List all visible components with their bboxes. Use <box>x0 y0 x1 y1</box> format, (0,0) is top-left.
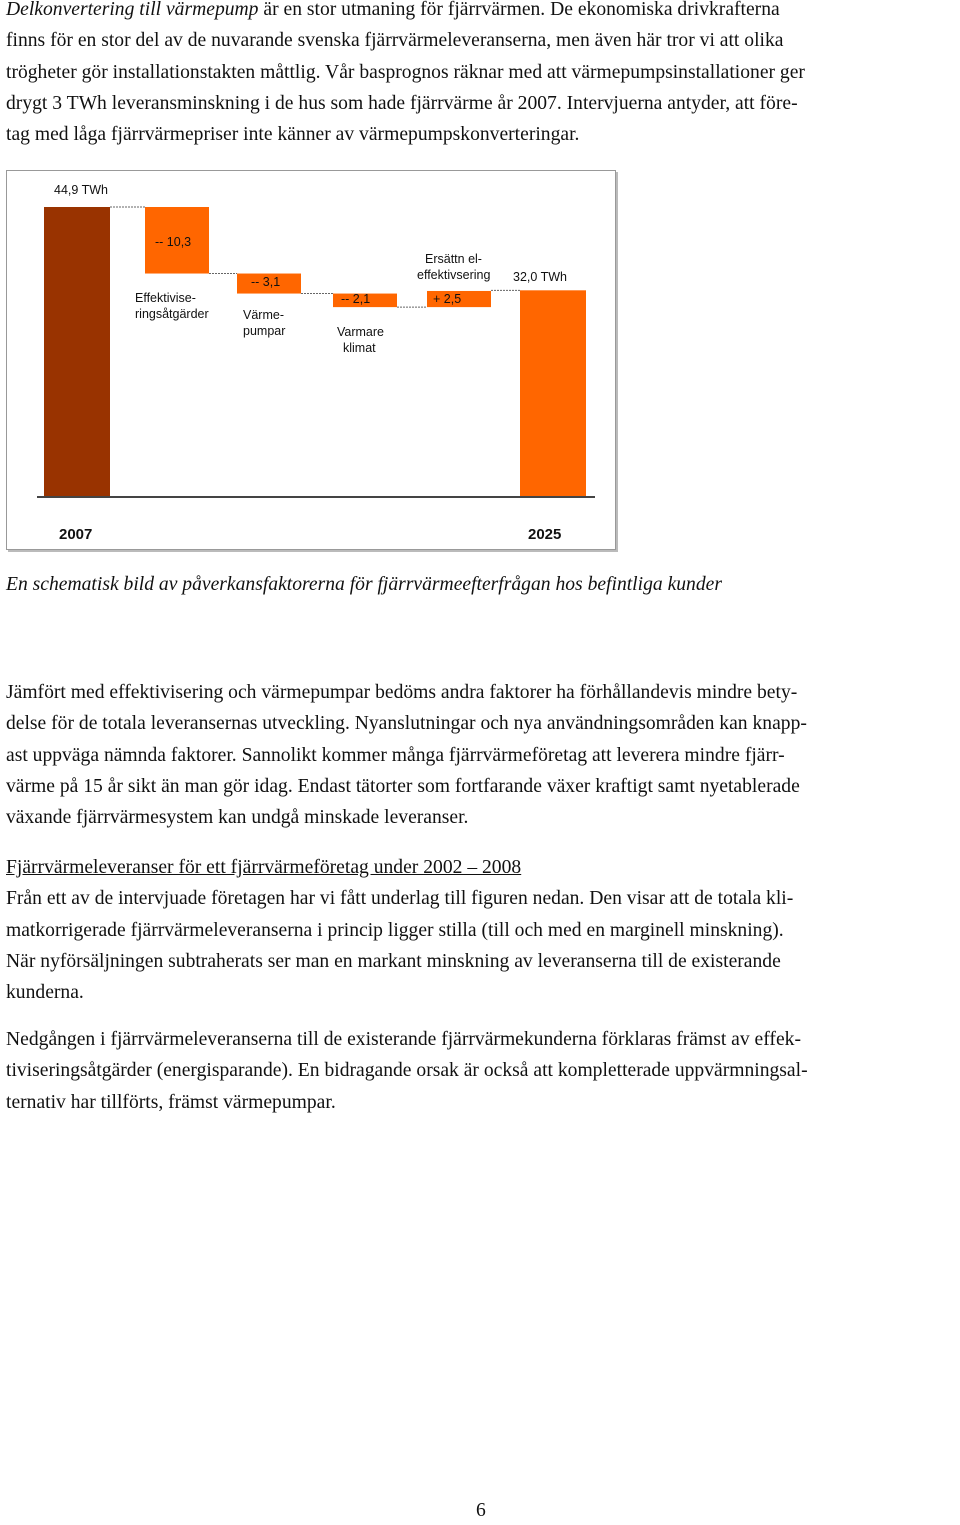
intro-paragraph <box>6 0 954 150</box>
para4-line-1: Nedgången i fjärrvärmeleveranserna till de existerande fjärrvärmekunderna förklaras främst av effek- <box>6 1029 801 1050</box>
end-year-label: 2025 <box>528 526 562 543</box>
step-1-value-label: -- 10,3 <box>155 235 192 249</box>
intro-line-1: är en stor utmaning för fjärrvärmen. De ekonomiska drivkrafterna <box>258 0 780 20</box>
step-3-label-line-1: Varmare <box>337 325 385 339</box>
step-2-label-line-1: Värme- <box>243 308 284 322</box>
waterfall-chart-svg <box>7 171 615 549</box>
step-1-label-line-1: Effektivise- <box>135 291 196 305</box>
step-1-label-line-2: ringsåtgärder <box>135 307 209 321</box>
step-2-value-label: -- 3,1 <box>251 275 281 289</box>
start-total-bar <box>44 207 110 497</box>
intro-line-5: tag med låga fjärrvärmepriser inte känner av värmepumpskonverteringar. <box>6 124 580 146</box>
step-4-value-label: + 2,5 <box>433 292 462 306</box>
page-number: 6 <box>476 1500 486 1521</box>
step-4-label-line-1: Ersättn el- <box>425 252 482 266</box>
figure-caption: En schematisk bild av påverkansfaktorerna för fjärrvärmeefterfrågan hos befintliga kunder <box>6 574 722 595</box>
paragraph-4 <box>6 1024 954 1118</box>
para4-line-3: ternativ har tillförts, främst värmepumpar. <box>6 1091 336 1113</box>
intro-line-3: trögheter gör installationstakten måttlig. Vår basprognos räknar med att värmepumpsinstallationer ger <box>6 61 805 83</box>
paragraph-2 <box>6 677 954 833</box>
step-2-label-line-2: pumpar <box>243 324 286 338</box>
end-total-label: 32,0 TWh <box>513 270 567 284</box>
step-3-label-line-2: klimat <box>343 341 376 355</box>
intro-line-4: drygt 3 TWh leveransminskning i de hus som hade fjärrvärme år 2007. Intervjuerna antyder, att före- <box>6 92 798 114</box>
para4-line-2: tiviseringsåtgärder (energisparande). En bidragande orsak är också att kompletterade uppvärmningsal- <box>6 1060 808 1082</box>
intro-line-2: finns för en stor del av de nuvarande svenska fjärrvärmeleveranserna, men även här tror vi att olika <box>6 30 784 52</box>
end-total-bar <box>520 290 586 497</box>
intro-italic-term: Delkonvertering till värmepump <box>6 0 259 20</box>
para2-line-2: delse för de totala leveransernas utveckling. Nyanslutningar och nya användningsområden kan knapp- <box>6 713 807 735</box>
section-line-4: kunderna. <box>6 982 84 1004</box>
section-heading: Fjärrvärmeleveranser för ett fjärrvärmeföretag under 2002 – 2008 <box>6 857 522 878</box>
waterfall-chart <box>6 170 616 550</box>
para2-line-1: Jämfört med effektivisering och värmepumpar bedöms andra faktorer ha förhållandevis mindre bety- <box>6 682 798 703</box>
para2-line-3: ast uppväga nämnda faktorer. Sannolikt kommer många fjärrvärmeföretag att leverera mindre fjärr- <box>6 744 785 766</box>
section-line-3: När nyförsäljningen subtraherats ser man en markant minskning av leveranserna till de existerande <box>6 950 781 972</box>
section-line-2: matkorrigerade fjärrvärmeleveranserna i princip ligger stilla (till och med en marginell minskning). <box>6 919 784 941</box>
start-total-label: 44,9 TWh <box>54 183 108 197</box>
step-4-label-line-2: effektivsering <box>417 268 491 282</box>
section-line-1: Från ett av de intervjuade företagen har vi fått underlag till figuren nedan. Den visar att de totala kli- <box>6 888 794 910</box>
para2-line-4: värme på 15 år sikt än man gör idag. Endast tätorter som fortfarande växer kraftigt samt nyetablerade <box>6 775 800 797</box>
step-3-value-label: -- 2,1 <box>341 292 371 306</box>
start-year-label: 2007 <box>59 526 93 543</box>
para2-line-5: växande fjärrvärmesystem kan undgå minskade leveranser. <box>6 807 469 829</box>
section-paragraph <box>6 852 954 1008</box>
